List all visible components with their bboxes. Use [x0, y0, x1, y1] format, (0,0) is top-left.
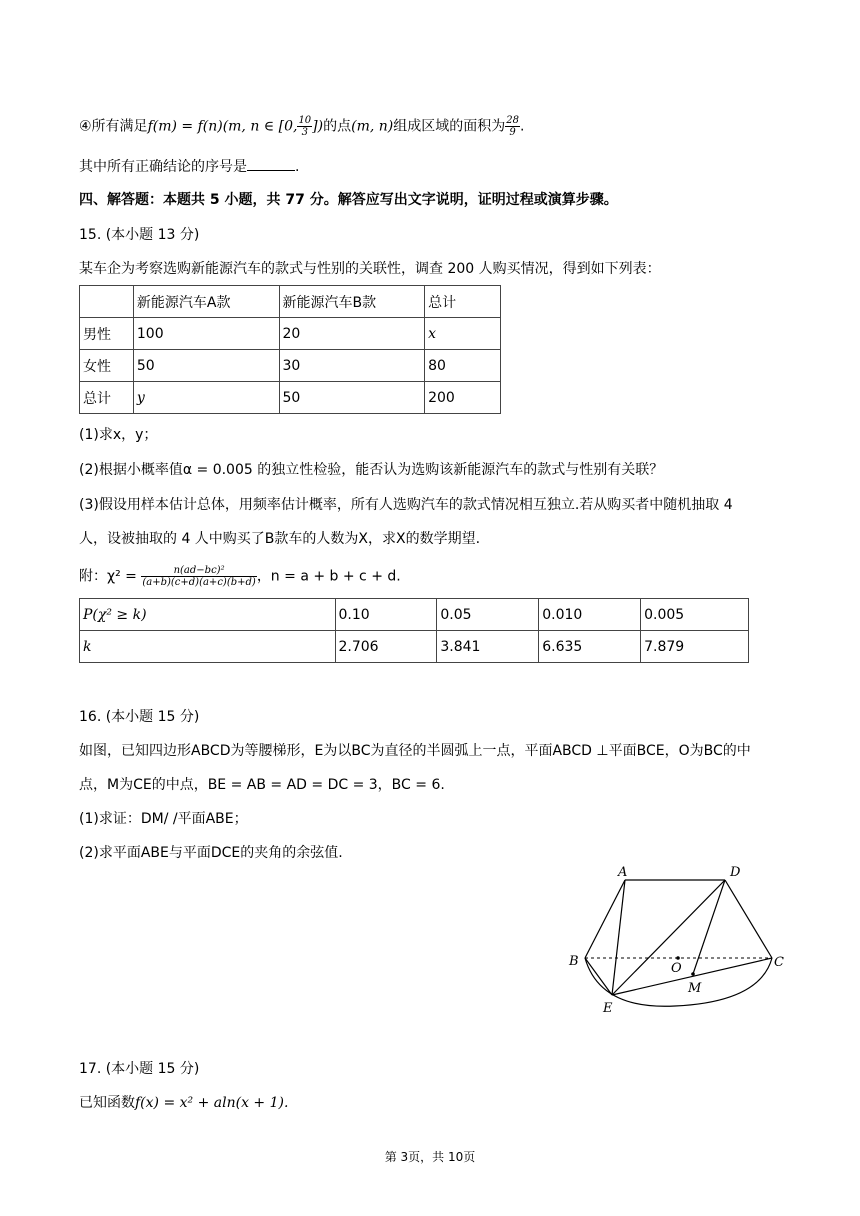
segment-be [585, 958, 612, 995]
table-row [80, 599, 749, 631]
table-row [80, 382, 501, 414]
table-cell: 0.010 [539, 599, 641, 631]
table-row [80, 350, 501, 382]
q16-header: 16. (本小题 15 分) [79, 709, 200, 725]
q15-formula: 附：χ² = $\frac{\text{n(ad−bc)²}}{(a+b)(c+d)(a+c)(b+d)}$ ，n = a + b + c + d. [79, 565, 401, 588]
q15-data-table [79, 285, 501, 414]
q16-part2: (2)求平面ABE与平面DCE的夹角的余弦值. [79, 845, 343, 861]
label-m: M [688, 981, 702, 996]
table-cell: 7.879 [641, 631, 749, 663]
table-cell: 30 [279, 350, 425, 382]
page-footer: 第 3页，共 10页 [384, 1150, 476, 1164]
segment-dm [693, 880, 725, 974]
answer-blank [247, 156, 295, 171]
q17-line1: 已知函数f(x) = x² + aln(x + 1). [79, 1095, 289, 1111]
q17-header: 17. (本小题 15 分) [79, 1061, 200, 1077]
segment-dc [725, 880, 772, 958]
table-row [80, 318, 501, 350]
q16-line1: 如图，已知四边形ABCD为等腰梯形，E为以BC为直径的半圆弧上一点，平面ABCD ⊥平面BCE，O为BC的中 [79, 743, 751, 759]
q14-item4-expr: f(m) = f(n)(m, n ∈ [0, [147, 118, 298, 135]
label-o: O [671, 961, 682, 976]
section-heading: 四、解答题：本题共 5 小题，共 77 分。解答应写出文字说明，证明过程或演算步骤。 [79, 192, 618, 208]
table-cell: 20 [279, 318, 425, 350]
q15-part1: (1)求x，y； [79, 427, 158, 443]
table-cell: 女性 [80, 350, 134, 382]
table-cell: 新能源汽车B款 [279, 286, 425, 318]
table-cell: 0.05 [437, 599, 539, 631]
chi-square-fraction: $\frac{\text{n(ad−bc)²}}{(a+b)(c+d)(a+c)(b+d)}$ [142, 565, 256, 588]
table-cell: 6.635 [539, 631, 641, 663]
table-cell: 总计 [80, 382, 134, 414]
table-cell: 200 [425, 382, 501, 414]
point-o [676, 956, 680, 960]
q14-frac-10-3: $\frac{10}{3}$ [298, 115, 312, 138]
table-cell: 50 [133, 350, 279, 382]
segment-ae [612, 880, 625, 995]
q14-item4-text: ④所有满足 [79, 118, 148, 135]
table-cell: P(χ² ≥ k) [80, 599, 336, 631]
q15-intro: 某车企为考察选购新能源汽车的款式与性别的关联性，调查 200 人购买情况，得到如下列表： [79, 261, 661, 277]
table-cell: 100 [133, 318, 279, 350]
label-a: A [618, 865, 628, 880]
q15-critical-value-table [79, 598, 749, 663]
label-e: E [603, 1001, 613, 1016]
table-cell [80, 286, 134, 318]
table-row [80, 286, 501, 318]
table-cell: 50 [279, 382, 425, 414]
table-cell: y [133, 382, 279, 414]
table-row [80, 631, 749, 663]
segment-de [612, 880, 725, 995]
label-d: D [730, 865, 741, 880]
table-cell: 80 [425, 350, 501, 382]
label-b: B [569, 954, 579, 969]
point-m [691, 972, 695, 976]
q16-geometry-figure [560, 860, 790, 1020]
q15-part3-line2: 人，设被抽取的 4 人中购买了B款车的人数为X，求X的数学期望. [79, 531, 481, 547]
label-c: C [774, 955, 784, 970]
q16-part1: (1)求证：DM/ /平面ABE； [79, 811, 248, 827]
table-cell: 新能源汽车A款 [133, 286, 279, 318]
table-cell: k [80, 631, 336, 663]
q14-area-fraction: $\frac{28}{9}$ [506, 115, 519, 138]
segment-ab [585, 880, 625, 958]
table-cell: 男性 [80, 318, 134, 350]
table-cell: x [425, 318, 501, 350]
q14-answer-prompt: 其中所有正确结论的序号是 . [79, 156, 299, 178]
q15-part3-line1: (3)假设用样本估计总体，用频率估计概率，所有人选购汽车的款式情况相互独立.若从购买者中随机抽取 4 [79, 497, 733, 513]
q15-header: 15. (本小题 13 分) [79, 227, 200, 243]
table-cell: 总计 [425, 286, 501, 318]
table-cell: 2.706 [335, 631, 437, 663]
q16-line2: 点，M为CE的中点，BE = AB = AD = DC = 3，BC = 6. [79, 777, 445, 793]
table-cell: 0.005 [641, 599, 749, 631]
table-cell: 3.841 [437, 631, 539, 663]
q15-part2: (2)根据小概率值α = 0.005 的独立性检验，能否认为选购该新能源汽车的款式与性别有关联？ [79, 462, 664, 478]
table-cell: 0.10 [335, 599, 437, 631]
q14-item4: ④所有满足f(m) = f(n)(m, n ∈ [0, $\frac{10}{3}$ ])的点(m, n)组成区域的面积为 $\frac{28}{9}$ . [79, 115, 525, 138]
